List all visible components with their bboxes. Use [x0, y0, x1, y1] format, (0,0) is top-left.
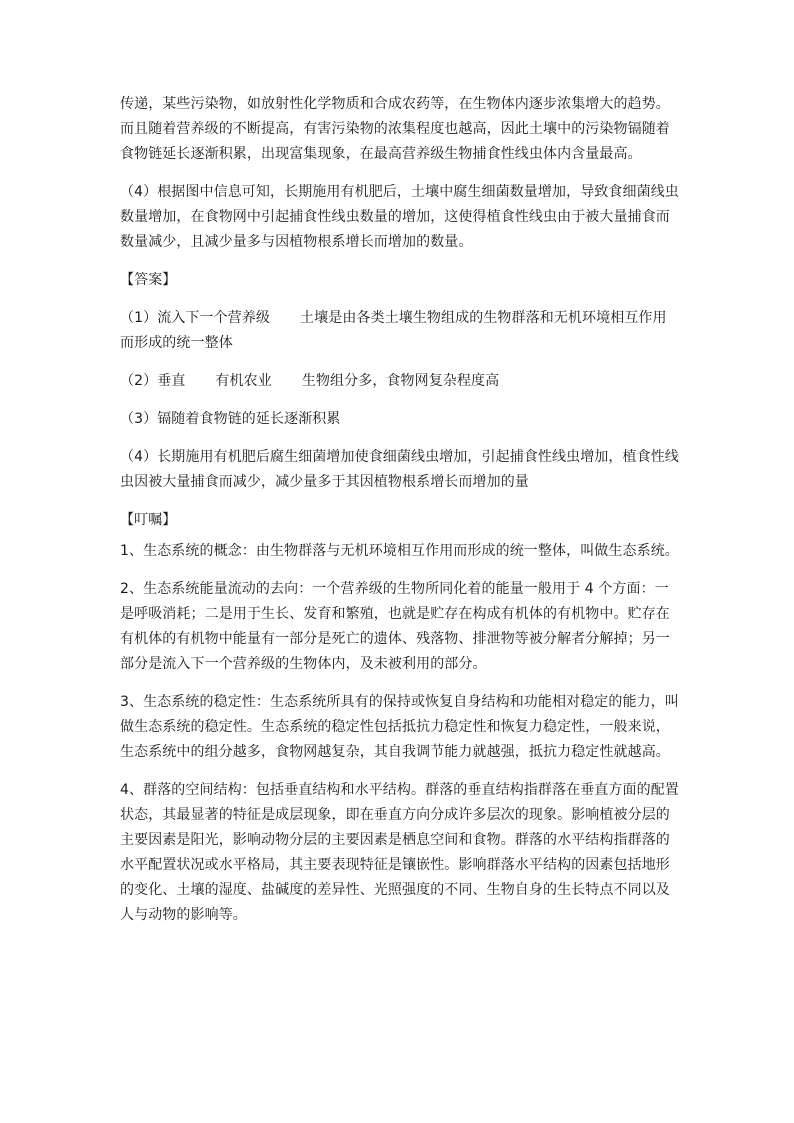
answer-2-part-3: 生物组分多，食物网复杂程度高: [301, 373, 500, 389]
answer-3: （3）镉随着食物链的延长逐渐积累: [120, 411, 341, 427]
document-body: [120, 92, 680, 941]
reminder-item-3: 3、生态系统的稳定性：生态系统所具有的保持或恢复自身结构和功能相对稳定的能力，叫做生态系统的稳定性。生态系统的稳定性包括抵抗力稳定性和恢复力稳定性，一般来说，生态系统中的组分越多，食物网越复杂，其自我调节能力就越强，抵抗力稳定性就越高。: [120, 694, 679, 760]
answer-1-part-2: 土壤是由各类土壤生物组成的生物群落和无机环境相互作用而形成的统一整体: [120, 310, 667, 351]
reminder-heading: 【叮嘱】: [120, 512, 177, 528]
answer-2-number: （2）: [120, 373, 158, 389]
answer-1-part-1: 流入下一个营养级: [157, 310, 271, 326]
answer-2-part-2: 有机农业: [215, 373, 272, 389]
reminder-item-2: 2、生态系统能量流动的去向：一个营养级的生物所同化着的能量一般用于 4 个方面：一是呼吸消耗；二是用于生长、发育和繁殖，也就是贮存在构成有机体的有机物中。贮存在有机体的有机物中能量有一部分是死亡的遗体、残落物、排泄物等被分解者分解掉；另一部分是流入下一个营养级的生物体内，及未被利用的部分。: [120, 581, 670, 672]
reminder-item-1: 1、生态系统的概念：由生物群落与无机环境相互作用而形成的统一整体，叫做生态系统。: [120, 543, 679, 559]
answer-4: （4）长期施用有机肥后腐生细菌增加使食细菌线虫增加，引起捕食性线虫增加，植食性线虫因被大量捕食而减少，减少量多于其因植物根系增长而增加的量: [120, 449, 679, 490]
reminder-item-4: 4、群落的空间结构：包括垂直结构和水平结构。群落的垂直结构指群落在垂直方面的配置状态，其最显著的特征是成层现象，即在垂直方向分成许多层次的现象。影响植被分层的主要因素是阳光，影响动物分层的主要因素是栖息空间和食物。群落的水平结构指群落的水平配置状况或水平格局，其主要表现特征是镶嵌性。影响群落水平结构的因素包括地形的变化、土壤的湿度、盐碱度的差异性、光照强度的不同、生物自身的生长特点不同以及人与动物的影响等。: [120, 782, 679, 923]
explanation-paragraph-4: （4）根据图中信息可知，长期施用有机肥后，土壤中腐生细菌数量增加，导致食细菌线虫数量增加，在食物网中引起捕食性线虫数量的增加，这使得植食性线虫由于被大量捕食而数量减少，且减少量多与因植物根系增长而增加的数量。: [120, 184, 679, 250]
answer-2-part-1: 垂直: [157, 373, 186, 389]
answer-2: [120, 369, 680, 394]
answer-1-number: （1）: [120, 310, 158, 326]
answer-heading: 【答案】: [120, 272, 177, 288]
answer-1: [120, 306, 680, 356]
explanation-paragraph-3: 传递，某些污染物，如放射性化学物质和合成农药等，在生物体内逐步浓集增大的趋势。而且随着营养级的不断提高，有害污染物的浓集程度也越高，因此土壤中的污染物镉随着食物链延长逐渐积累，出现富集现象，在最高营养级生物捕食性线虫体内含量最高。: [120, 96, 670, 162]
